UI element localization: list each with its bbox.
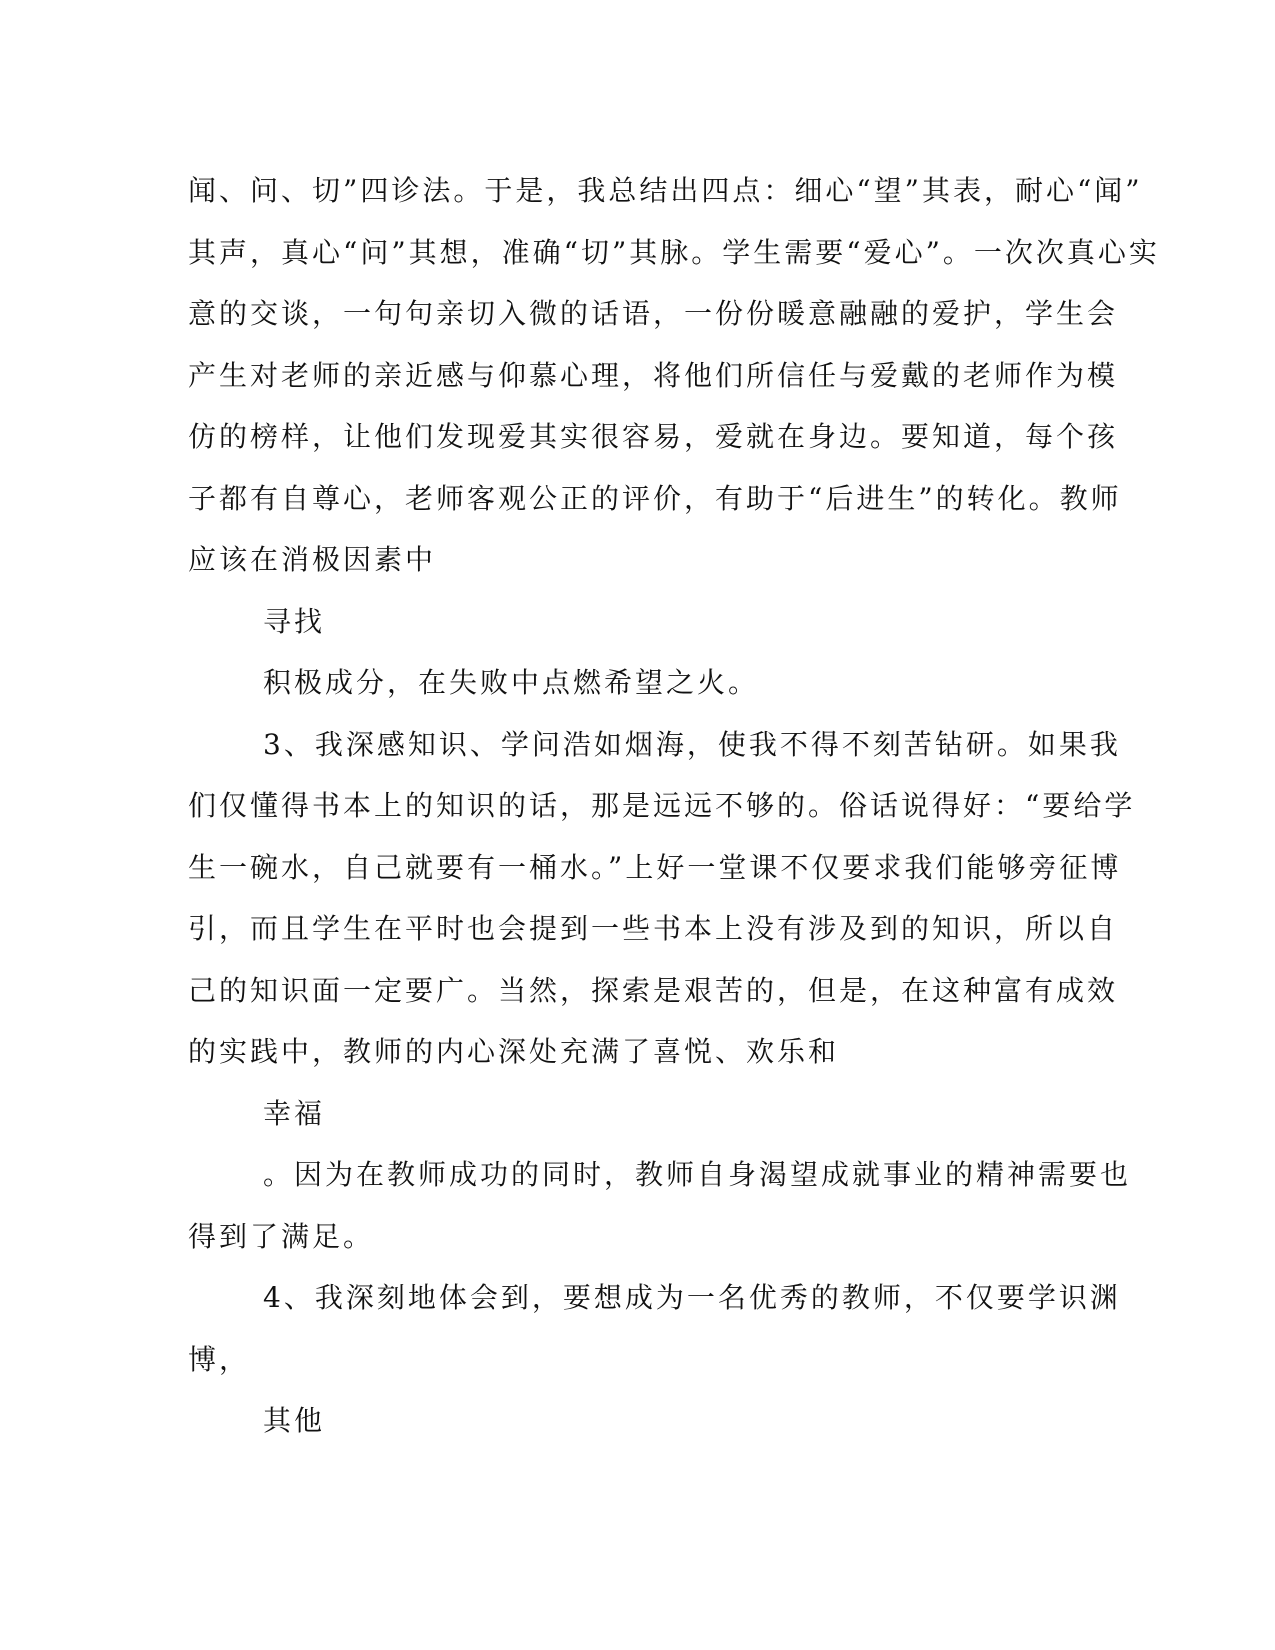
text-line: 应该在消极因素中 [188, 543, 437, 576]
text-line: 意的交谈，一句句亲切入微的话语，一份份暖意融融的爱护，学生会 [188, 297, 1119, 330]
text-line: 积极成分，在失败中点燃希望之火。 [263, 666, 760, 699]
text-line: 生一碗水，自己就要有一桶水。”上好一堂课不仅要求我们能够旁征博 [188, 850, 1122, 884]
text-line: 3、我深感知识、学问浩如烟海，使我不得不刻苦钻研。如果我 [263, 727, 1121, 761]
text-line: 的实践中，教师的内心深处充满了喜悦、欢乐和 [188, 1035, 840, 1068]
text-line: 寻找 [263, 604, 326, 638]
text-line: 得到了满足。 [188, 1219, 375, 1253]
text-line: 仿的榜样，让他们发现爱其实很容易，爱就在身边。要知道，每个孩 [188, 420, 1119, 453]
text-line: 。因为在教师成功的同时，教师自身渴望成就事业的精神需要也 [263, 1158, 1132, 1191]
text-line: 其声，真心“问”其想，准确“切”其脉。学生需要“爱心”。一次次真心实 [188, 235, 1160, 269]
text-line: 博， [188, 1342, 251, 1376]
text-line: 引，而且学生在平时也会提到一些书本上没有涉及到的知识，所以自 [188, 912, 1119, 945]
body-text [188, 160, 1160, 1452]
text-line: 闻、问、切”四诊法。于是，我总结出四点：细心“望”其表，耐心“闻” [188, 174, 1143, 207]
text-line: 其他 [263, 1404, 326, 1437]
text-line: 子都有自尊心，老师客观公正的评价，有助于“后进生”的转化。教师 [188, 481, 1122, 515]
text-line: 己的知识面一定要广。当然，探索是艰苦的，但是，在这种富有成效 [188, 973, 1119, 1007]
text-line: 产生对老师的亲近感与仰慕心理，将他们所信任与爱戴的老师作为模 [188, 358, 1119, 392]
text-line: 4、我深刻地体会到，要想成为一名优秀的教师，不仅要学识渊 [263, 1281, 1121, 1314]
text-line: 幸福 [263, 1096, 326, 1130]
text-line: 们仅懂得书本上的知识的话，那是远远不够的。俗话说得好：“要给学 [188, 789, 1136, 822]
